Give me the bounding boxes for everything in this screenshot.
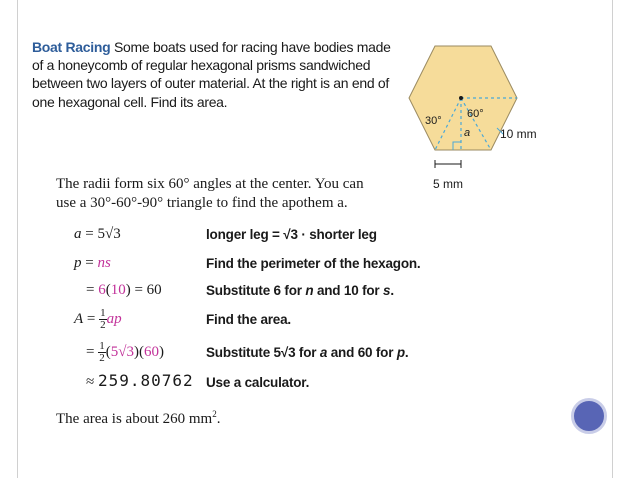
step-4-reason: Find the area. bbox=[206, 312, 291, 327]
side-length-label: 10 mm bbox=[500, 127, 537, 141]
step-2-expr: p = ns bbox=[74, 255, 111, 271]
conclusion: The area is about 260 $mm^2$. bbox=[56, 409, 221, 427]
explanation-line-2: use a 30°-60°-90° triangle to find the apothem a. bbox=[56, 195, 348, 211]
right-margin-line bbox=[612, 0, 613, 478]
center-point bbox=[459, 96, 463, 100]
step-1-expr: a = 5√3 bbox=[74, 226, 121, 242]
apothem-label: a bbox=[464, 127, 471, 139]
base-length-label: 5 mm bbox=[433, 177, 463, 191]
step-3-expr: = 6(10) = 60 bbox=[86, 282, 162, 298]
step-4-expr: A = $\frac{1}{2}$ ap bbox=[74, 307, 122, 331]
slide-nav-button[interactable] bbox=[571, 398, 607, 434]
intro-body: Some boats used for racing have bodies made of a honeycomb of regular hexagonal prisms sandwiched between two layers of outer material. At the right is an end of one hexagonal cell. Find its area. bbox=[32, 39, 391, 110]
step-6-expr: ≈ 259.80762 bbox=[86, 371, 194, 390]
step-3-reason: Substitute 6 for n and 10 for s. bbox=[206, 283, 394, 298]
step-5-expr: = $\frac{1}{2}$ (5√3)(60) bbox=[86, 340, 164, 364]
step-1-reason: longer leg = √3 · shorter leg bbox=[206, 227, 377, 242]
step-6-reason: Use a calculator. bbox=[206, 375, 310, 390]
intro-title: Boat Racing bbox=[32, 39, 111, 55]
explanation-line-1: The radii form six 60° angles at the center. You can bbox=[56, 176, 364, 192]
left-margin-line bbox=[17, 0, 18, 478]
intro-paragraph bbox=[32, 38, 392, 111]
hexagon-figure bbox=[405, 38, 555, 198]
angle-60-label: 60° bbox=[467, 108, 484, 120]
step-5-reason: Substitute 5√3 for a and 60 for p. bbox=[206, 345, 409, 360]
step-2-reason: Find the perimeter of the hexagon. bbox=[206, 256, 421, 271]
angle-30-label: 30° bbox=[425, 115, 442, 127]
